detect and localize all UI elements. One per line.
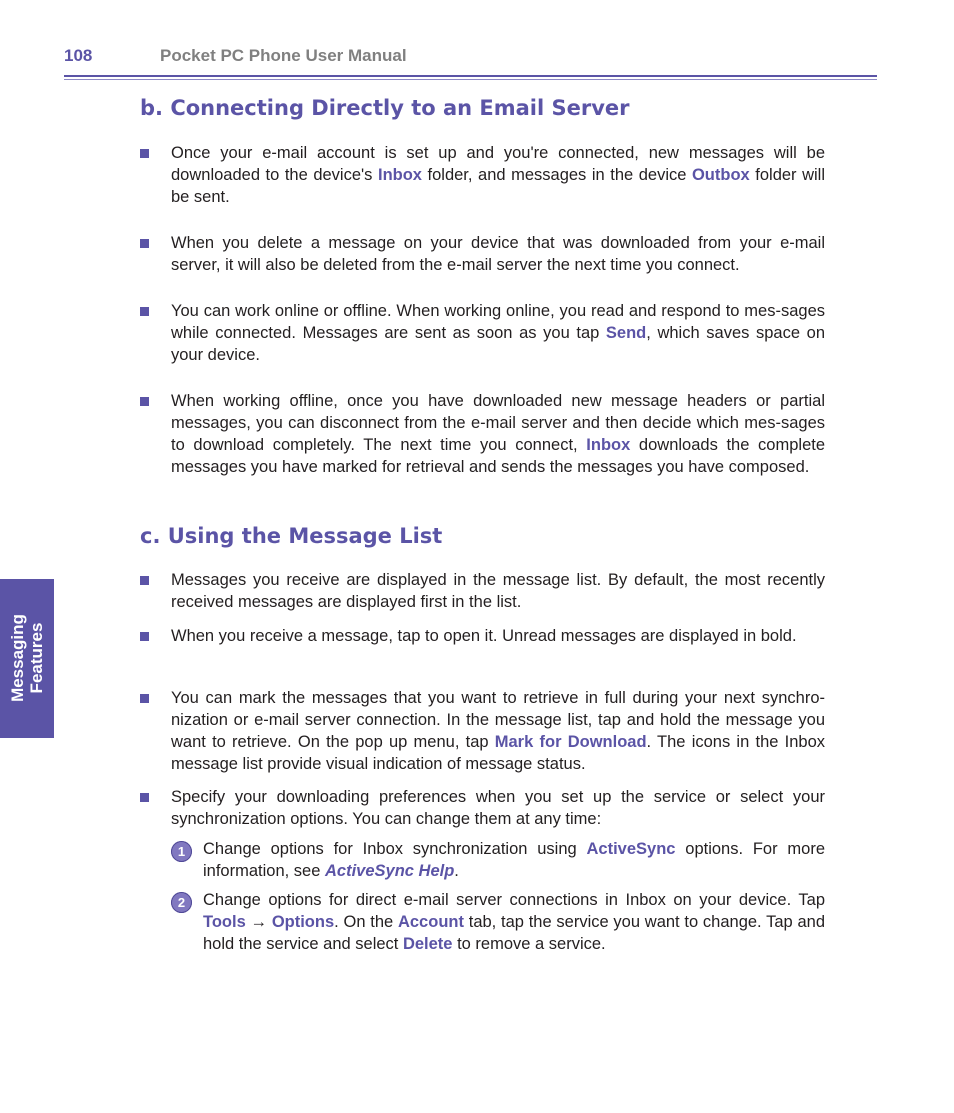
bullet-text: Once your e-mail account is set up and you're connected, new messages will be downloaded to the device's Inbox folder, and messages in the device Outbox folder will be sent.: [171, 144, 825, 206]
numbered-sub-item: [171, 889, 825, 955]
bullet-text: When you delete a message on your device that was downloaded from your e-mail server, it will also be deleted from the e-mail server the next time you connect.: [171, 234, 825, 274]
bullet-square-icon: [140, 793, 149, 802]
account-term: Account: [397, 913, 464, 931]
bullet-text: When you receive a message, tap to open it. Unread messages are displayed in bold.: [171, 627, 797, 645]
tools-term: Tools: [203, 913, 246, 931]
bullet-item: [140, 142, 825, 208]
inbox-term: Inbox: [377, 166, 422, 184]
bullet-square-icon: [140, 149, 149, 158]
activesync-term: ActiveSync: [586, 840, 676, 858]
page-header: [64, 44, 876, 68]
options-term: Options: [271, 913, 335, 931]
bullet-item: [140, 687, 825, 775]
outbox-term: Outbox: [691, 166, 750, 184]
bullet-item: [140, 232, 825, 276]
page-number: 108: [64, 46, 93, 65]
bullet-text: When working offline, once you have downloaded new message headers or partial messages, you can disconnect from the e-mail server and then decide which mes-sages to download completely. The next time you connect, Inbox downloads the complete messages you have marked for retrieval and sends the messages you have composed.: [171, 392, 825, 476]
section-title-connecting-email-server: b. Connecting Directly to an Email Server: [140, 96, 630, 120]
send-term: Send: [605, 324, 647, 342]
bullet-item: [140, 300, 825, 366]
mark-for-download-term: Mark for Download: [494, 733, 647, 751]
bullet-square-icon: [140, 632, 149, 641]
chapter-side-tab: [0, 579, 54, 738]
number-badge-1: 1: [171, 841, 192, 862]
header-rule-top: [64, 75, 877, 77]
delete-term: Delete: [402, 935, 453, 953]
bullet-text: Messages you receive are displayed in the message list. By default, the most recently received messages are displayed first in the list.: [171, 571, 825, 611]
header-rule-bottom: [64, 79, 877, 80]
bullet-item: [140, 786, 825, 830]
bullet-item: [140, 390, 825, 478]
inbox-term: Inbox: [586, 436, 631, 454]
number-badge-2: 2: [171, 892, 192, 913]
bullet-text: You can work online or offline. When working online, you read and respond to mes-sages while connected. Messages are sent as soon as you tap Send, which saves space on your device.: [171, 302, 825, 364]
bullet-text: Specify your downloading preferences when you set up the service or select your synchronization options. You can change them at any time:: [171, 788, 825, 828]
chapter-side-tab-label: Messaging Features: [8, 614, 46, 702]
arrow-right-icon: →: [245, 913, 272, 931]
running-title: Pocket PC Phone User Manual: [160, 46, 407, 65]
activesync-help-term: ActiveSync Help: [324, 862, 455, 880]
numbered-sub-item: [171, 838, 825, 882]
section-title-message-list: c. Using the Message List: [140, 524, 443, 548]
bullet-square-icon: [140, 576, 149, 585]
bullet-square-icon: [140, 397, 149, 406]
bullet-text: You can mark the messages that you want to retrieve in full during your next synchro-nization or e-mail server connection. In the message list, tap and hold the message you want to retrieve. On the pop up menu, tap Mark for Download. The icons in the Inbox message list provide visual indication of message status.: [171, 689, 825, 773]
bullet-item: [140, 625, 825, 647]
sub-item-text: Change options for Inbox synchronization using ActiveSync options. For more information, see ActiveSync Help.: [203, 840, 825, 880]
sub-item-text: Change options for direct e-mail server connections in Inbox on your device. Tap Tools → Options. On the Account tab, tap the service you want to change. Tap and hold the service and select Delete to remove a service.: [203, 891, 825, 953]
bullet-item: [140, 569, 825, 613]
bullet-square-icon: [140, 307, 149, 316]
bullet-square-icon: [140, 694, 149, 703]
bullet-square-icon: [140, 239, 149, 248]
